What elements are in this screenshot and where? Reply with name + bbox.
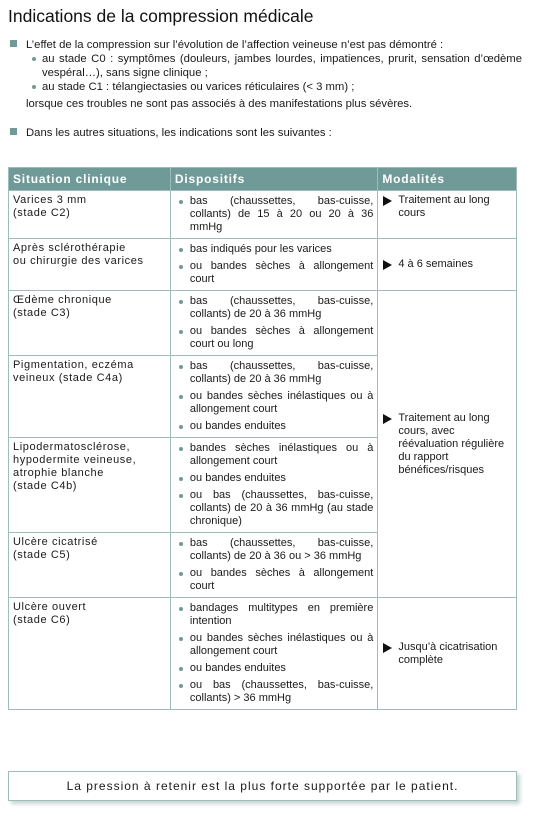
situation-line: Lipodermatosclérose, [13, 441, 131, 453]
device-item: ou bandes enduites [176, 662, 373, 675]
header-modality: Modalités [378, 168, 517, 191]
device-item: bas indiqués pour les varices [176, 243, 373, 256]
situation-line: Pigmentation, eczéma [13, 359, 134, 371]
intro-note: lorsque ces troubles ne sont pas associés à des manifestations plus sévères. [26, 98, 413, 110]
situation-line: veineux (stade C4a) [13, 372, 123, 384]
modality-cell [378, 239, 517, 291]
device-item: ou bandes sèches inélastiques ou à allongement court [176, 390, 373, 416]
square-bullet-icon [10, 40, 17, 47]
situation-line: Ulcère ouvert [13, 601, 87, 613]
modality-text: Traitement au long cours, avec réévaluation régulière du rapport bénéfices/risques [398, 411, 505, 476]
situation-line: hypodermite veineuse, [13, 454, 137, 466]
modality-cell [378, 191, 517, 239]
device-item: ou bas (chaussettes, bas-cuisse, collants) de 20 à 36 mmHg (au stade chronique) [176, 489, 373, 528]
intro-text-1: L’effet de la compression sur l’évolution de l’affection veineuse n’est pas démontré : [26, 39, 444, 51]
device-item: bas (chaussettes, bas-cuisse, collants) de 15 à 20 ou 20 à 36 mmHg [176, 195, 373, 234]
indications-table [8, 167, 517, 710]
devices-cell [170, 291, 377, 356]
device-item: bas (chaussettes, bas-cuisse, collants) de 20 à 36 mmHg [176, 360, 373, 386]
situation-line: (stade C6) [13, 614, 71, 626]
modality-text: Jusqu’à cicatrisation complète [398, 640, 498, 666]
situation-cell [9, 239, 171, 291]
arrow-right-icon [383, 196, 392, 206]
situation-line: (stade C3) [13, 307, 71, 319]
devices-cell [170, 438, 377, 533]
devices-cell [170, 239, 377, 291]
situation-cell [9, 191, 171, 239]
intro-paragraph-1 [10, 38, 522, 52]
situation-cell [9, 291, 171, 356]
table-row [9, 191, 517, 239]
situation-line: Œdème chronique [13, 294, 112, 306]
intro-sublist [10, 52, 522, 94]
devices-cell [170, 533, 377, 598]
device-item: bas (chaussettes, bas-cuisse, collants) de 20 à 36 mmHg [176, 295, 373, 321]
modality-cell-merged [378, 291, 517, 598]
situation-line: ou chirurgie des varices [13, 255, 144, 267]
situation-cell [9, 533, 171, 598]
situation-cell [9, 598, 171, 710]
footer-note: La pression à retenir est la plus forte supportée par le patient. [8, 771, 517, 801]
header-devices: Dispositifs [170, 168, 377, 191]
situation-line: (stade C4b) [13, 480, 78, 492]
device-item: bandes sèches inélastiques ou à allongement court [176, 442, 373, 468]
intro-subitem: au stade C0 : symptômes (douleurs, jambes lourdes, impatiences, prurit, sensation d’œdème vespéral…), sans signe clinique ; [28, 52, 522, 80]
square-bullet-icon [10, 128, 17, 135]
devices-cell [170, 191, 377, 239]
table-row [9, 291, 517, 356]
device-item: ou bandes sèches à allongement court ou long [176, 325, 373, 351]
device-item: ou bandes enduites [176, 420, 373, 433]
situation-cell [9, 356, 171, 438]
device-item: bas (chaussettes, bas-cuisse, collants) de 20 à 36 ou > 36 mmHg [176, 537, 373, 563]
situation-cell [9, 438, 171, 533]
table-row [9, 239, 517, 291]
devices-cell [170, 598, 377, 710]
intro-subitem: au stade C1 : télangiectasies ou varices réticulaires (< 3 mm) ; [28, 80, 522, 94]
device-item: ou bandes sèches à allongement court [176, 260, 373, 286]
device-item: ou bas (chaussettes, bas-cuisse, collants) > 36 mmHg [176, 679, 373, 705]
arrow-right-icon [383, 260, 392, 270]
device-item: ou bandes enduites [176, 472, 373, 485]
device-item: ou bandes sèches à allongement court [176, 567, 373, 593]
modality-text: Traitement au long cours [398, 194, 490, 219]
arrow-right-icon [383, 414, 392, 424]
modality-cell [378, 598, 517, 710]
devices-cell [170, 356, 377, 438]
arrow-right-icon [383, 643, 392, 653]
header-situation: Situation clinique [9, 168, 171, 191]
intro-section [10, 38, 522, 140]
table-header-row [9, 168, 517, 191]
situation-line: atrophie blanche [13, 467, 104, 479]
situation-line: Ulcère cicatrisé [13, 536, 98, 548]
situation-line: (stade C2) [13, 207, 71, 219]
device-item: ou bandes sèches inélastiques ou à allongement court [176, 632, 373, 658]
device-item: bandages multitypes en première intention [176, 602, 373, 628]
intro-text-2: Dans les autres situations, les indications sont les suivantes : [26, 127, 332, 139]
intro-paragraph-2 [10, 126, 522, 140]
page-title: Indications de la compression médicale [8, 6, 314, 26]
situation-line: Varices 3 mm [13, 194, 87, 206]
table-row [9, 598, 517, 710]
situation-line: Après sclérothérapie [13, 242, 126, 254]
situation-line: (stade C5) [13, 549, 71, 561]
modality-text: 4 à 6 semaines [398, 258, 473, 270]
